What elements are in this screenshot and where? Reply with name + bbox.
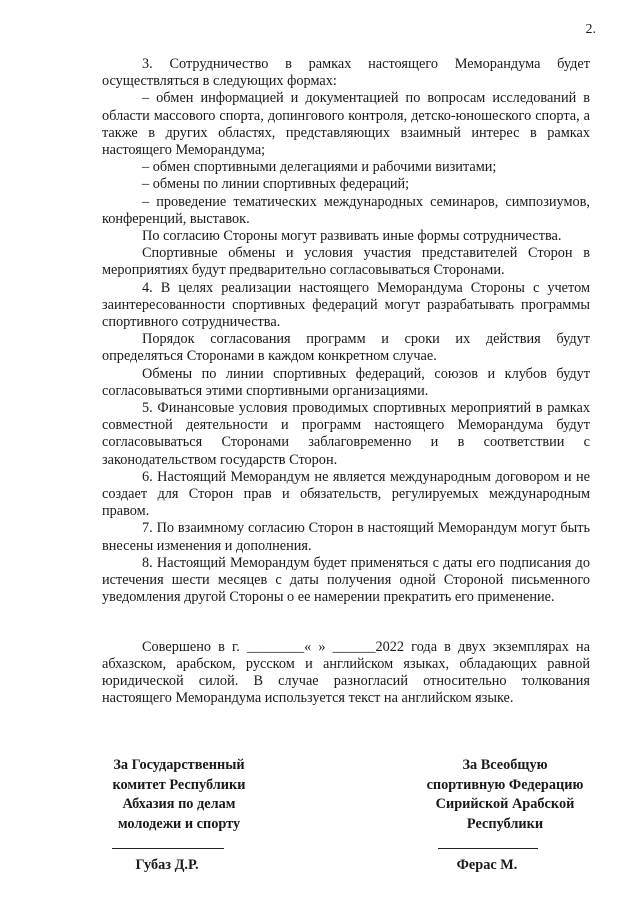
signature-party-line: спортивную Федерацию: [426, 776, 584, 793]
signature-block-right: [410, 756, 600, 834]
signature-party-line: За Государственный: [113, 757, 245, 773]
list-item-info-exchange: – обмен информацией и документацией по вопросам исследований в области массового спорта, допингового контроля, детско-юношеского спорта, а также в других областях, представляющих взаимный интерес в рамках настоящего Меморандума;: [102, 90, 590, 159]
paragraph-program-procedure: Порядок согласования программ и сроки их действия будут определяться Сторонами в каждом конкретном случае.: [102, 331, 590, 365]
signature-party-line: Республики: [466, 815, 544, 832]
paragraph-other-forms: По согласию Стороны могут развивать иные формы сотрудничества.: [142, 228, 562, 245]
signature-block-left: [84, 756, 274, 834]
signatory-name-left: Губаз Д.Р.: [135, 857, 199, 873]
paragraph-6: 6. Настоящий Меморандум не является международным договором и не создает для Сторон прав и обязательств, регулируемых международным правом.: [102, 468, 590, 520]
page-number: 2.: [585, 22, 596, 37]
paragraph-sport-exchanges: Спортивные обмены и условия участия представителей Сторон в мероприятиях будут предварительно согласовываться Сторонами.: [102, 245, 590, 279]
signature-line-right: [438, 848, 538, 849]
memorandum-body: [102, 56, 590, 707]
signature-party-line: молодежи и спорту: [117, 815, 241, 832]
paragraph-7: 7. По взаимному согласию Сторон в настоящий Меморандум могут быть внесены изменения и дополнения.: [102, 520, 590, 554]
paragraph-4: 4. В целях реализации настоящего Меморандума Стороны с учетом заинтересованности спортивных федераций могут разрабатывать программы спортивного сотрудничества.: [102, 279, 590, 331]
signature-party-line: Сирийской Арабской: [435, 796, 575, 812]
paragraph-federation-exchanges: Обмены по линии спортивных федераций, союзов и клубов будут согласовываться этими спортивными организациями.: [102, 365, 590, 399]
list-item-delegations: – обмен спортивными делегациями и рабочими визитами;: [142, 159, 497, 176]
signature-party-line: Абхазия по делам: [122, 796, 236, 812]
signature-party-line: За Всеобщую: [462, 757, 548, 773]
paragraph-3-intro: 3. Сотрудничество в рамках настоящего Меморандума будет осуществляться в следующих формах:: [102, 56, 590, 90]
signatory-name-right: Ферас М.: [456, 857, 518, 873]
list-item-seminars: – проведение тематических международных семинаров, симпозиумов, конференций, выставок.: [102, 193, 590, 227]
closing-paragraph: Совершено в г. ________« » ______2022 года в двух экземплярах на абхазском, арабском, русском и английском языках, обладающих равной юридической силой. В случае разногласий относительно толкования настоящего Меморандума используется текст на английском языке.: [102, 638, 590, 707]
list-item-federations: – обмены по линии спортивных федераций;: [142, 176, 410, 193]
paragraph-5: 5. Финансовые условия проводимых спортивных мероприятий в рамках совместной деятельности и программ настоящего Меморандума будут согласовываться Сторонами заблаговременно и в соответствии с законодательством государств Сторон.: [102, 400, 590, 468]
paragraph-8: 8. Настоящий Меморандум будет применяться с даты его подписания до истечения шести месяцев с даты получения одной Стороной письменного уведомления другой Стороны о ее намерении прекратить его применение.: [102, 554, 590, 606]
signature-line-left: [112, 848, 224, 849]
signature-party-line: комитет Республики: [112, 776, 246, 793]
